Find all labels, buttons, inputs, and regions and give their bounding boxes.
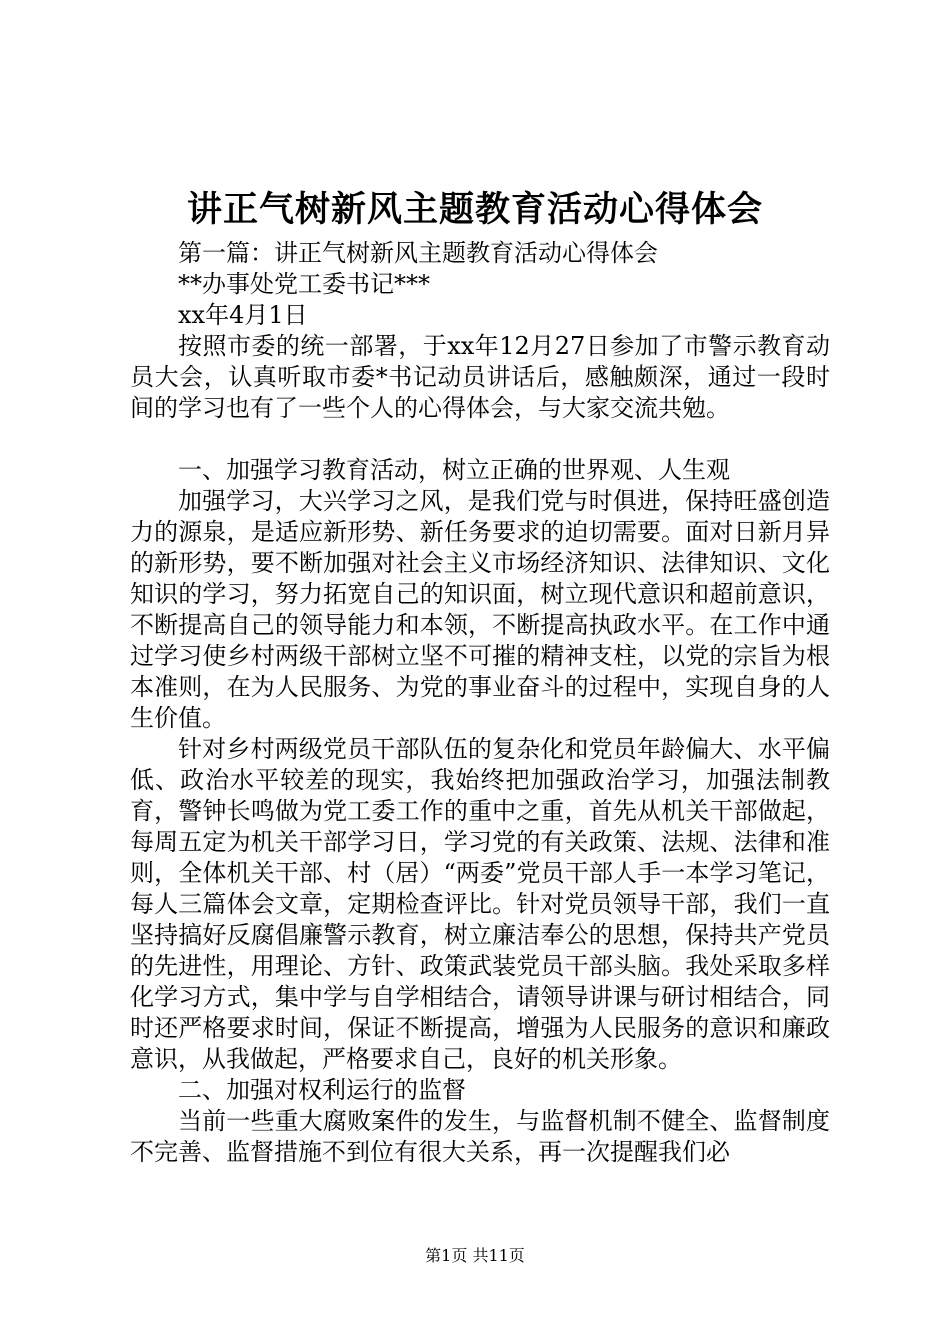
section-heading: 第一篇：讲正气树新风主题教育活动心得体会	[178, 239, 658, 267]
document-body	[130, 238, 830, 1168]
author-line: **办事处党工委书记***	[178, 270, 430, 298]
date-line: xx年4月1日	[178, 301, 308, 329]
paragraph-study: 加强学习，大兴学习之风，是我们党与时俱进，保持旺盛创造力的源泉，是适应新形势、新任务要求的迫切需要。面对日新月异的新形势，要不断加强对社会主义市场经济知识、法律知识、文化知识的学习，努力拓宽自己的知识面，树立现代意识和超前意识，不断提高自己的领导能力和本领，不断提高执政水平。在工作中通过学习使乡村两级干部树立坚不可摧的精神支柱，以党的宗旨为根本准则，在为人民服务、为党的事业奋斗的过程中，实现自身的人生价值。	[130, 487, 830, 732]
document-title: 讲正气树新风主题教育活动心得体会	[186, 189, 763, 230]
heading-part-two: 二、加强对权利运行的监督	[178, 1076, 466, 1104]
paragraph-education: 针对乡村两级党员干部队伍的复杂化和党员年龄偏大、水平偏低、政治水平较差的现实，我始终把加强政治学习，加强法制教育，警钟长鸣做为党工委工作的重中之重，首先从机关干部做起，每周五定为机关干部学习日，学习党的有关政策、法规、法律和准则，全体机关干部、村（居）“两委”党员干部人手一本学习笔记，每人三篇体会文章，定期检查评比。针对党员领导干部，我们一直坚持搞好反腐倡廉警示教育，树立廉洁奉公的思想，保持共产党员的先进性，用理论、方针、政策武装党员干部头脑。我处采取多样化学习方式，集中学与自学相结合，请领导讲课与研讨相结合，同时还严格要求时间，保证不断提高，增强为人民服务的意识和廉政意识，从我做起，严格要求自己，良好的机关形象。	[130, 735, 830, 1073]
paragraph-intro: 按照市委的统一部署，于xx年12月27日参加了市警示教育动员大会，认真听取市委*书记动员讲话后，感触颇深，通过一段时间的学习也有了一些个人的心得体会，与大家交流共勉。	[130, 332, 830, 422]
heading-part-one: 一、加强学习教育活动，树立正确的世界观、人生观	[178, 456, 730, 484]
paragraph-supervision: 当前一些重大腐败案件的发生，与监督机制不健全、监督制度不完善、监督措施不到位有很大关系，再一次提醒我们必	[130, 1107, 830, 1166]
page-number: 第1页 共11页	[425, 1246, 525, 1265]
